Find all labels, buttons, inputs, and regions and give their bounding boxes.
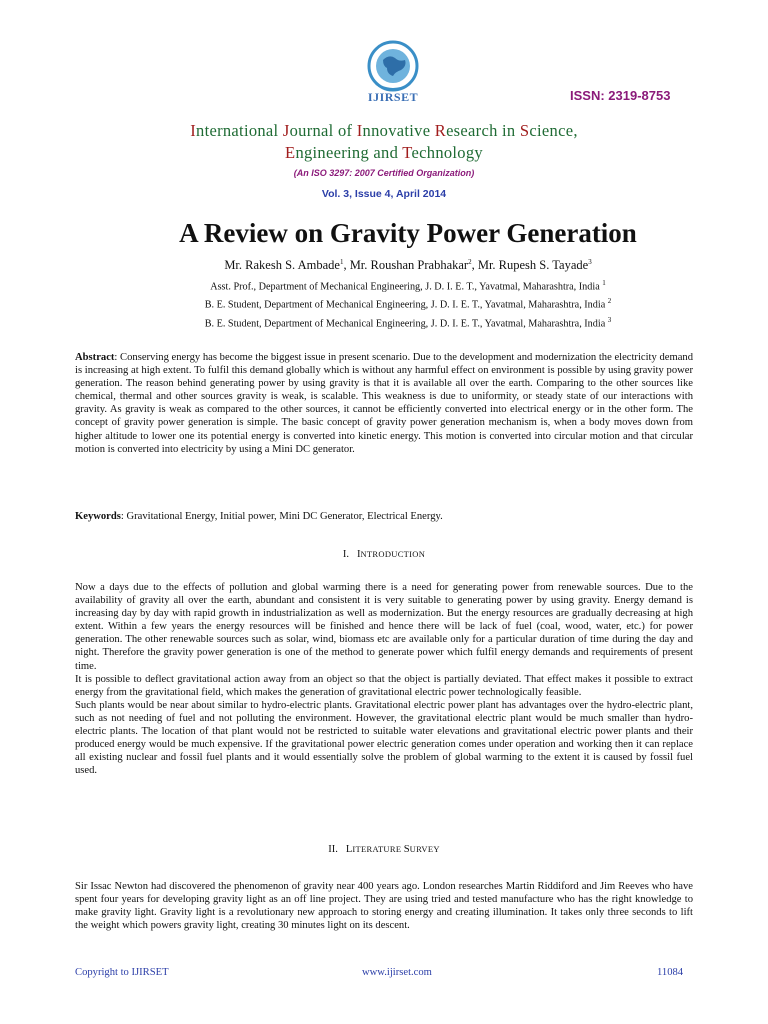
author-name: Mr. Roushan Prabhakar	[349, 258, 469, 273]
abstract-text: : Conserving energy has become the biggest issue in present scenario. Due to the development and modernization the electricity demand is increasing at high extent. To fulfil this demand globally which is without any harmful effect on environment is possible by using gravity power generation. The reason behind generating power by using gravity is that it is available all over the earth. Comparing to the other sources like chemical, thermal and other sources gravity is weak, is scalable. This weakness is due to uniformity, or steady state of our interactions with gravity. As gravity is weak as compared to the other sources, it cannot be efficiently converted into electrical energy or in the other form. The concept of gravity power generation is simple. The basic concept of gravity power generation mechanism is, when a body moves down from higher altitude to lower one its potential energy is converted into kinetic energy. This motion is converted into circular motion and that circular motion is converted into electricity by using a Mini DC generator.	[75, 352, 693, 455]
footer-website[interactable]: www.ijirset.com	[362, 967, 432, 978]
iso-certification: (An ISO 3297: 2007 Certified Organization)	[293, 168, 475, 178]
logo-text: IJIRSET	[367, 90, 419, 104]
abstract-label: Abstract	[75, 352, 115, 363]
keywords	[75, 510, 693, 523]
footer-copyright: Copyright to IJIRSET	[75, 967, 169, 978]
journal-title-line-1: International Journal of Innovative Research in Science,	[190, 121, 578, 140]
volume-issue: Vol. 3, Issue 4, April 2014	[321, 188, 447, 200]
issn: ISSN: 2319-8753	[570, 88, 671, 103]
author-name: Mr. Rupesh S. Tayade	[477, 258, 589, 273]
authors: Mr. Rakesh S. Ambade$^1$, Mr. Roushan Prabhakar$^2$, Mr. Rupesh S. Tayade$^3$	[224, 258, 592, 273]
paragraph: Such plants would be near about similar to hydro-electric plants. Gravitational electric power plant has advantages over the hydro-electric plant, such as not needing of fuel and not polluting the environment. However, the gravitational electric plant would be much smaller than hydro-electric plants. The location of that plant would not be restricted to suitable water elevations and gravitational electric power plants and their produced energy would be much expensive. If the gravitational power electric generation comes under operation and working then it can replace all existing nuclear and fossil fuel plants and it would essentially solve the problem of global warming to the extent it is caused by fossil fuel used.	[75, 699, 693, 777]
section-heading-introduction: I. INTRODUCTION	[342, 549, 426, 560]
paragraph: It is possible to deflect gravitational action away from an object so that the object is partially deviated. That effect makes it possible to extract energy from the gravitational field, which makes the generation of gravitational electric power technologically feasible.	[75, 673, 693, 698]
journal-title-line-2: Engineering and Technology	[285, 143, 483, 162]
literature-survey-body	[75, 880, 693, 932]
abstract	[75, 351, 693, 456]
journal-title	[80, 120, 688, 164]
affiliation-3: B. E. Student, Department of Mechanical Engineering, J. D. I. E. T., Yavatmal, Maharashtra, India $^3$	[204, 316, 612, 330]
paper-title: A Review on Gravity Power Generation	[179, 218, 637, 248]
paragraph: Now a days due to the effects of pollution and global warming there is a need for generating power from renewable sources. Due to the availability of gravity all over the earth, abundant and consistent it is very suitable to generating power by using gravity. Energy demand is increasing day by day with rapid growth in industrialization as well as modernization. But the energy resources are gradually decreasing at high extent. Within a few years the energy resources will be finished and hence there will be lack of fuel (coal, wood, water, etc.) for power generation. The other renewable sources such as solar, wind, biomass etc are available only for a particular duration of time during the day and night. Therefore the gravity power generation is one of the method to generate power which fulfil energy demands and requirements of present time.	[75, 582, 693, 672]
footer-page-number: 11084	[657, 967, 684, 978]
paragraph: Sir Issac Newton had discovered the phenomenon of gravity near 400 years ago. London researches Martin Riddiford and Jim Reeves who have spent four years for developing gravity light as an off line project. They are using tried and tested manufacture who has the right knowledge to make gravity light. Gravity light is a revolutionary new approach to storing energy and creating illumination. It takes only three seconds to lift the weight which powers gravity light, creating 30 minutes light on its descent.	[75, 881, 693, 932]
section-heading-literature-survey: II. LITERATURE SURVEY	[328, 844, 440, 855]
keywords-text: : Gravitational Energy, Initial power, Mini DC Generator, Electrical Energy.	[120, 511, 443, 522]
affiliation-1: Asst. Prof., Department of Mechanical Engineering, J. D. I. E. T., Yavatmal, Maharashtra, India $^1$	[210, 279, 606, 293]
affiliation-2: B. E. Student, Department of Mechanical Engineering, J. D. I. E. T., Yavatmal, Maharashtra, India $^2$	[204, 297, 612, 311]
author-name: Mr. Rakesh S. Ambade	[224, 258, 340, 273]
introduction-body	[75, 581, 693, 777]
keywords-label: Keywords	[75, 511, 121, 522]
